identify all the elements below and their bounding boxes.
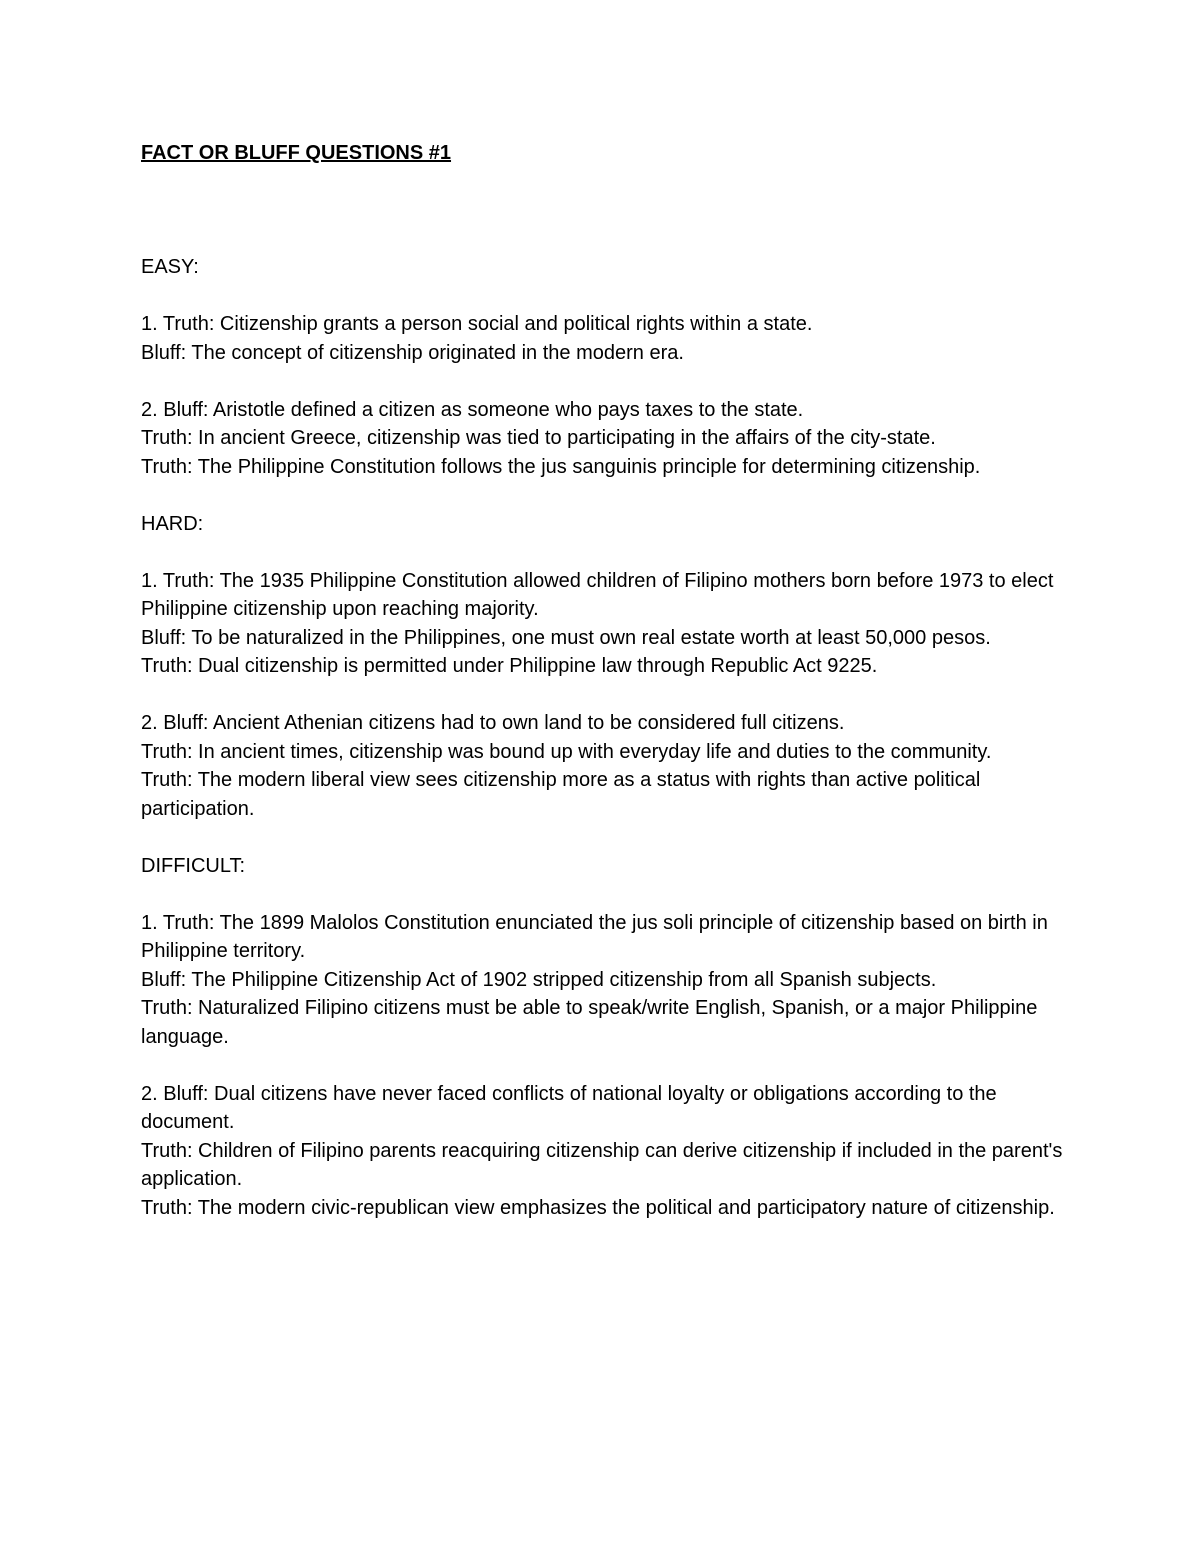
question-difficult-2 <box>141 1080 1071 1223</box>
statement: Bluff: The concept of citizenship originated in the modern era. <box>141 341 684 364</box>
statement: Truth: The Philippine Constitution follows the jus sanguinis principle for determining citizenship. <box>141 455 981 478</box>
statement: Truth: Children of Filipino parents reacquiring citizenship can derive citizenship if included in the parent's application. <box>141 1139 1063 1190</box>
question-hard-2 <box>141 709 1071 823</box>
statement: 2. Bluff: Ancient Athenian citizens had to own land to be considered full citizens. <box>141 712 845 734</box>
statement: 1. Truth: The 1899 Malolos Constitution enunciated the jus soli principle of citizenship based on birth in Philippine territory. <box>141 911 1048 962</box>
statement: Truth: The modern liberal view sees citizenship more as a status with rights than active political participation. <box>141 769 981 820</box>
document-body <box>141 139 1071 1222</box>
section-heading-easy: EASY: <box>141 256 199 278</box>
statement: 1. Truth: Citizenship grants a person social and political rights within a state. <box>141 313 813 335</box>
statement: Truth: Dual citizenship is permitted under Philippine law through Republic Act 9225. <box>141 655 878 677</box>
section-heading-difficult: DIFFICULT: <box>141 854 246 877</box>
spacer <box>141 168 1071 254</box>
statement: Bluff: The Philippine Citizenship Act of 1902 stripped citizenship from all Spanish subjects. <box>141 968 937 991</box>
spacer <box>141 681 1071 710</box>
spacer <box>141 1051 1071 1080</box>
question-easy-2 <box>141 396 1071 482</box>
statement: Truth: Naturalized Filipino citizens must be able to speak/write English, Spanish, or a major Philippine language. <box>141 997 1038 1048</box>
spacer <box>141 481 1071 510</box>
question-hard-1 <box>141 567 1071 681</box>
spacer <box>141 880 1071 909</box>
statement: Truth: The modern civic-republican view emphasizes the political and participatory nature of citizenship. <box>141 1196 1055 1219</box>
spacer <box>141 367 1071 396</box>
statement: 2. Bluff: Aristotle defined a citizen as someone who pays taxes to the state. <box>141 398 804 421</box>
spacer <box>141 823 1071 852</box>
statement: 2. Bluff: Dual citizens have never faced conflicts of national loyalty or obligations according to the document. <box>141 1082 997 1133</box>
statement: Truth: In ancient times, citizenship was bound up with everyday life and duties to the community. <box>141 740 992 763</box>
statement: 1. Truth: The 1935 Philippine Constitution allowed children of Filipino mothers born before 1973 to elect Philippine citizenship upon reaching majority. <box>141 569 1054 620</box>
document-title: FACT OR BLUFF QUESTIONS #1 <box>141 142 452 164</box>
statement: Bluff: To be naturalized in the Philippines, one must own real estate worth at least 50,000 pesos. <box>141 626 991 649</box>
spacer <box>141 538 1071 567</box>
spacer <box>141 282 1071 311</box>
question-easy-1 <box>141 310 1071 367</box>
section-heading-hard: HARD: <box>141 512 204 535</box>
statement: Truth: In ancient Greece, citizenship was tied to participating in the affairs of the city-state. <box>141 427 936 449</box>
question-difficult-1 <box>141 909 1071 1052</box>
